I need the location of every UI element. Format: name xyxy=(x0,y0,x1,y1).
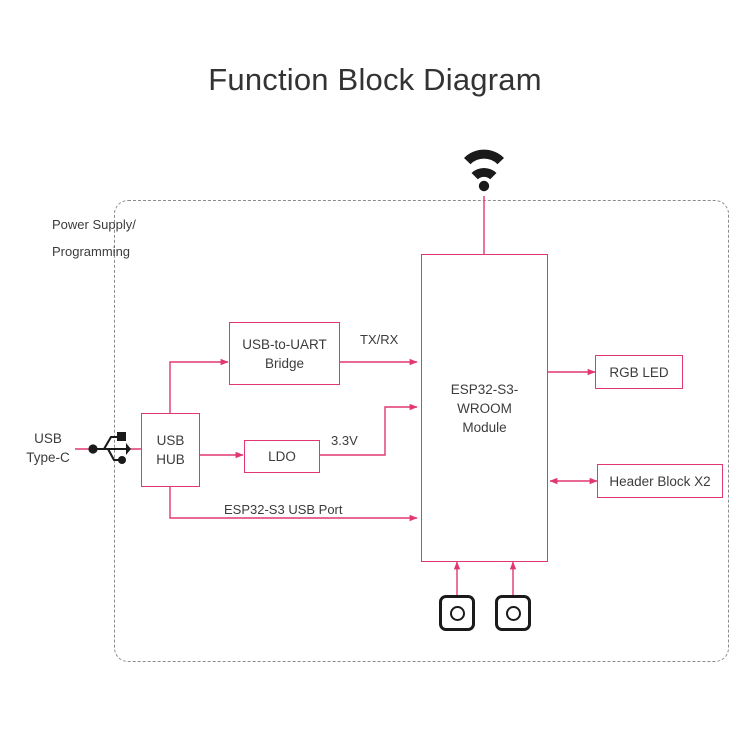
ldo-label: LDO xyxy=(268,449,296,464)
region-label-line2: Programming xyxy=(52,244,131,259)
region-label-line1: Power Supply/ xyxy=(52,217,136,232)
usb-to-uart-node xyxy=(229,322,340,385)
usb-hub-label-2: HUB xyxy=(156,452,185,467)
usb-port-label: ESP32-S3 USB Port xyxy=(224,502,343,517)
header-block-label: Header Block X2 xyxy=(609,473,711,489)
usb-to-uart-label-2: Bridge xyxy=(264,355,304,371)
esp32-label-1: ESP32-S3- xyxy=(450,381,519,397)
ldo-node xyxy=(244,440,320,473)
tx-rx-label: TX/RX xyxy=(360,332,399,347)
reset-button-icon xyxy=(495,595,531,631)
usb-hub-label-1: USB xyxy=(156,433,185,448)
esp32-label-2: WROOM xyxy=(457,400,512,416)
header-block-node xyxy=(597,464,723,498)
boot-button-icon xyxy=(439,595,475,631)
usb-to-uart-label-1: USB-to-UART xyxy=(242,336,327,352)
usb-hub-node xyxy=(141,413,200,487)
voltage-label: 3.3V xyxy=(331,433,358,448)
esp32-label-3: Module xyxy=(462,419,507,435)
usb-type-c-label-1: USB xyxy=(34,431,62,446)
reset-button-ring xyxy=(506,606,521,621)
esp32-module-node xyxy=(421,254,548,562)
wifi-icon xyxy=(464,150,504,192)
boot-button-ring xyxy=(450,606,465,621)
usb-icon xyxy=(88,432,131,464)
rgb-led-node xyxy=(595,355,683,389)
rgb-led-label: RGB LED xyxy=(609,364,669,380)
usb-type-c-label-2: Type-C xyxy=(26,450,70,465)
page-title: Function Block Diagram xyxy=(208,62,542,97)
